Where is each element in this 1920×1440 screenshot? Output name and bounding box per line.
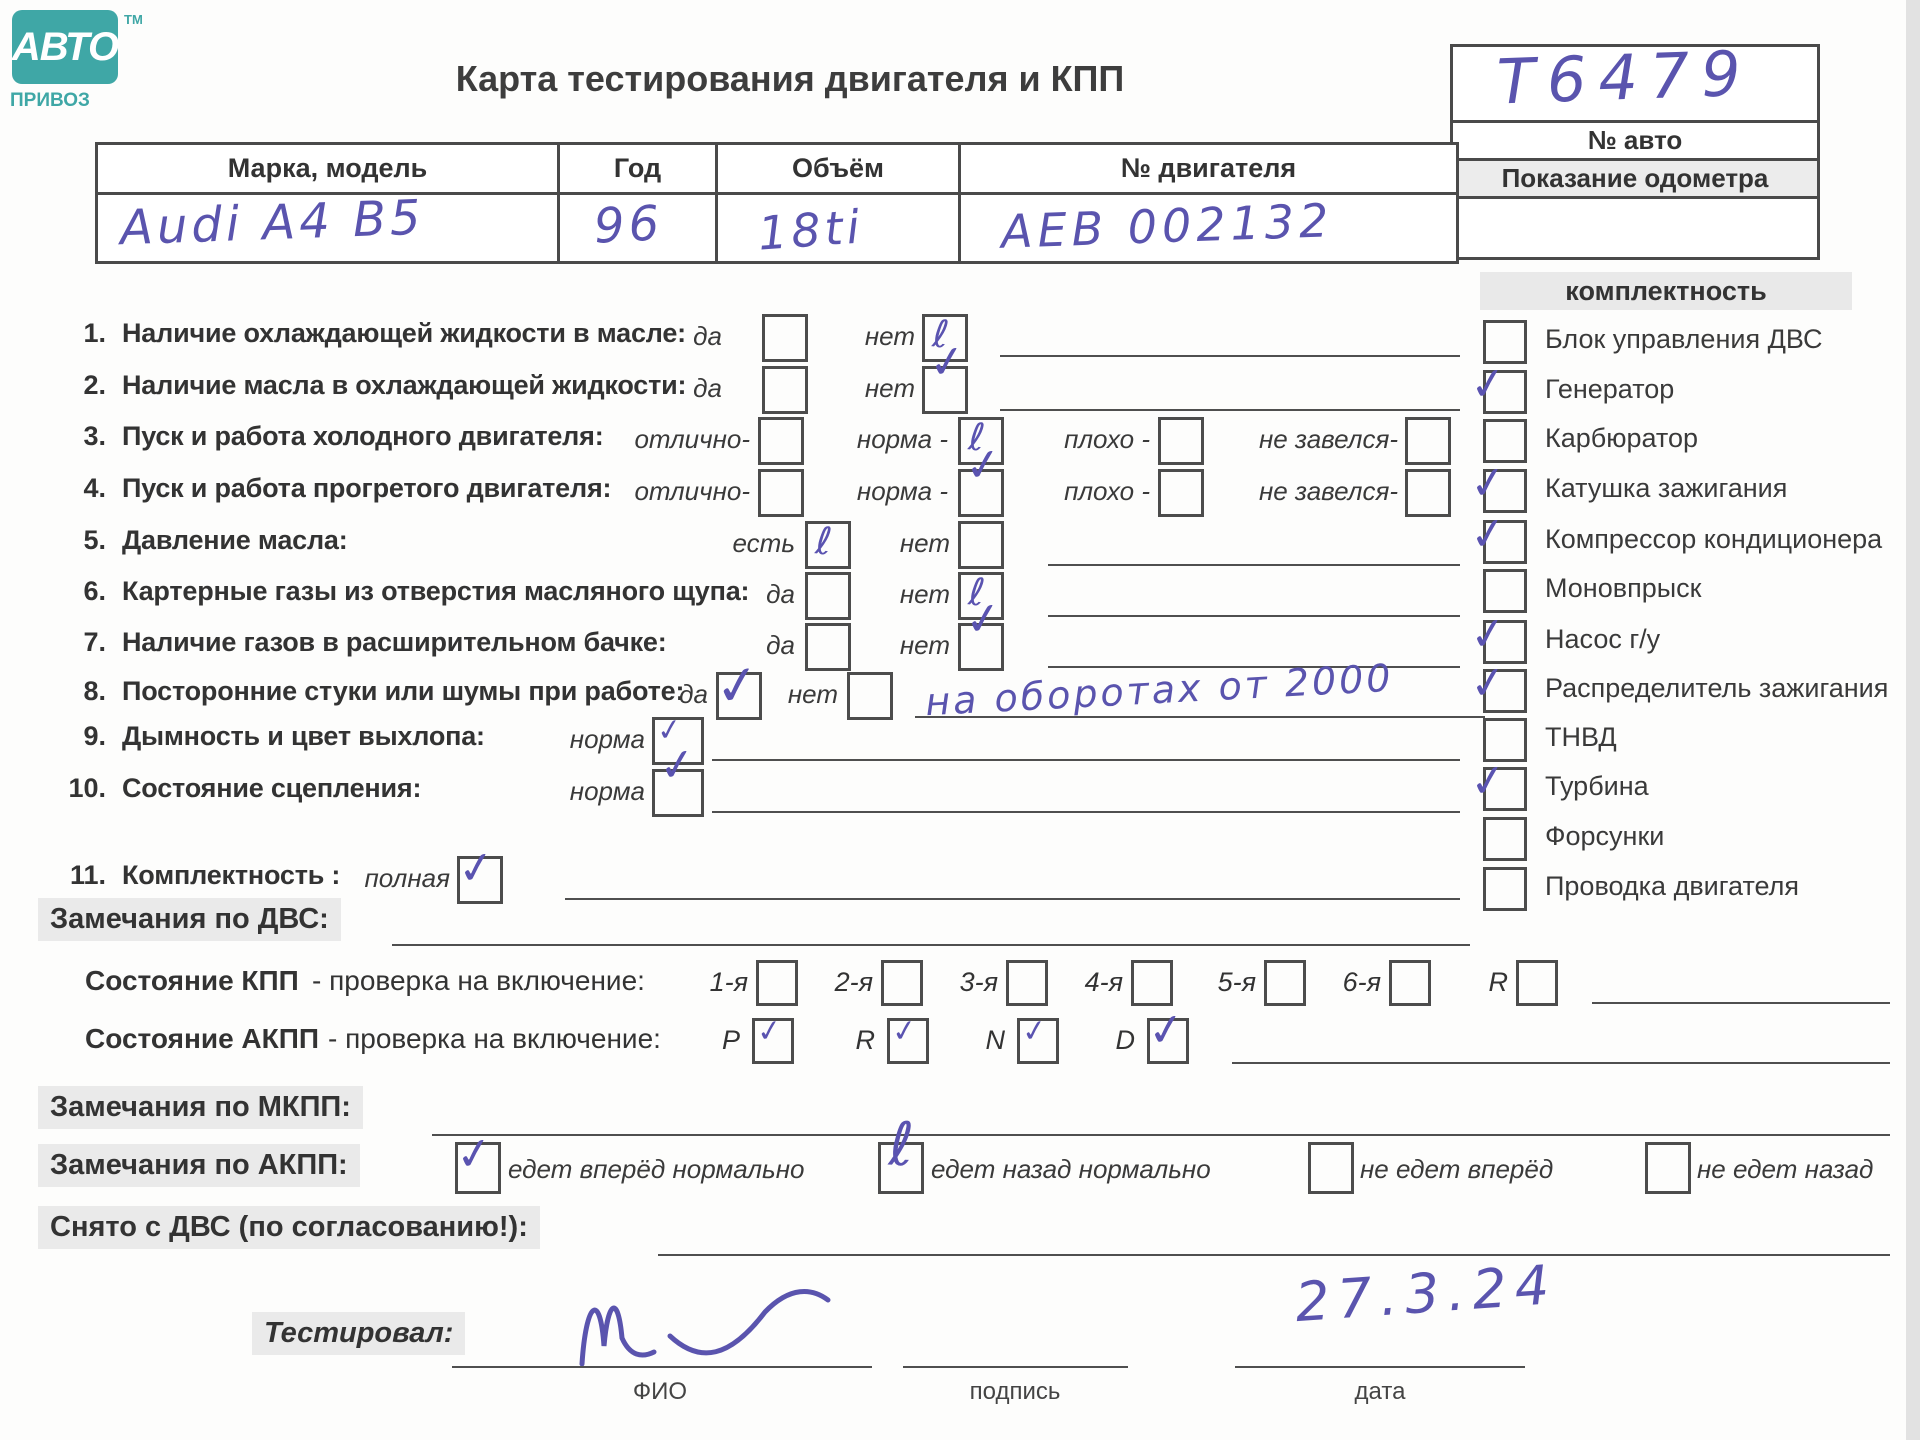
col-header-make: Марка, модель xyxy=(98,145,560,195)
page-title: Карта тестирования двигателя и КПП xyxy=(455,58,1125,99)
item-number: 11. xyxy=(69,860,106,890)
car-number-value: Т6479 xyxy=(1495,36,1754,119)
gear-label-3: 3-я xyxy=(959,967,998,997)
cb-gear-3[interactable] xyxy=(1006,960,1048,1006)
cb-item7-net[interactable] xyxy=(958,623,1004,671)
item-number: 6. xyxy=(83,576,106,606)
cb-mono-injection[interactable] xyxy=(1483,569,1527,613)
item-label: Давление масла: xyxy=(122,525,348,555)
cb-item5-net[interactable] xyxy=(958,521,1004,569)
item2-note-line[interactable] xyxy=(1000,409,1460,411)
mode-label-r: R xyxy=(855,1025,875,1055)
odometer-label: Показание одометра xyxy=(1453,161,1817,199)
cell-year[interactable]: 96 xyxy=(560,195,718,261)
akpp-label-bold: Состояние АКПП xyxy=(85,1023,319,1054)
cb-item4-ne-zavelsya[interactable] xyxy=(1405,469,1451,517)
equipment-row: ТНВД xyxy=(1483,718,1920,760)
cb-injectors[interactable] xyxy=(1483,817,1527,861)
cb-gear-r[interactable] xyxy=(1516,960,1558,1006)
cb-ignition-distributor[interactable] xyxy=(1483,669,1527,713)
col-header-engine-no: № двигателя xyxy=(961,145,1456,195)
item-number: 9. xyxy=(83,721,106,751)
item11-note-line[interactable] xyxy=(565,898,1460,900)
date-value: 27.3.24 xyxy=(1293,1252,1560,1335)
removed-line[interactable] xyxy=(658,1254,1890,1256)
label-drives-forward-ok: едет вперёд нормально xyxy=(508,1154,805,1184)
signature-label: подпись xyxy=(969,1378,1061,1405)
logo-tm: ТМ xyxy=(124,12,143,27)
option-label-est: есть xyxy=(732,528,795,558)
cb-mode-p[interactable] xyxy=(752,1018,794,1064)
item10-note-line[interactable] xyxy=(712,811,1460,813)
option-label-polnaya: полная xyxy=(364,863,450,893)
cb-ignition-coil[interactable] xyxy=(1483,469,1527,513)
item-number: 2. xyxy=(83,370,106,400)
fio-line[interactable] xyxy=(452,1366,872,1368)
cb-item11-polnaya[interactable] xyxy=(457,856,503,904)
item-label: Наличие масла в охлаждающей жидкости: xyxy=(122,370,687,400)
akpp-remarks-label: Замечания по АКПП: xyxy=(38,1144,360,1187)
equipment-row: ✓ Генератор xyxy=(1483,370,1920,412)
car-number-box xyxy=(1450,36,1820,260)
equipment-row: ✓ Компрессор кондиционера xyxy=(1483,520,1920,562)
option-label-da: да xyxy=(693,373,722,403)
equipment-row: ✓ Турбина xyxy=(1483,767,1920,809)
gear-label-r: R xyxy=(1488,967,1508,997)
kpp-label-rest: - проверка на включение: xyxy=(312,965,645,996)
signature-line[interactable] xyxy=(903,1366,1128,1368)
cb-item5-est[interactable] xyxy=(805,521,851,569)
fio-label: ФИО xyxy=(632,1378,688,1405)
logo-word-top: АВТО xyxy=(11,24,119,69)
option-label-net: нет xyxy=(899,630,950,660)
item-number: 8. xyxy=(83,676,106,706)
cb-gear-2[interactable] xyxy=(881,960,923,1006)
cb-gear-5[interactable] xyxy=(1264,960,1306,1006)
equipment-header: комплектность xyxy=(1480,272,1852,310)
option-label-plokho: плохо - xyxy=(1064,424,1150,454)
cb-item4-otlichno[interactable] xyxy=(758,469,804,517)
option-label-ne-zavelsya: не завелся- xyxy=(1258,424,1398,454)
option-label-ne-zavelsya: не завелся- xyxy=(1258,476,1398,506)
item-number: 5. xyxy=(83,525,106,555)
option-label-net: нет xyxy=(899,528,950,558)
option-label-da: да xyxy=(679,679,708,709)
logo-word-bottom: ПРИВОЗ xyxy=(10,90,90,111)
cb-item2-da[interactable] xyxy=(762,366,808,414)
option-label-otlichno: отлично- xyxy=(634,476,750,506)
label-no-forward: не едет вперёд xyxy=(1360,1154,1554,1184)
label-drives-backward-ok: едет назад нормально xyxy=(931,1154,1211,1184)
removed-from-engine-label: Снято с ДВС (по согласованию!): xyxy=(38,1206,540,1249)
kpp-row xyxy=(0,960,1920,1006)
dvs-remarks-label: Замечания по ДВС: xyxy=(38,898,341,941)
item-number: 7. xyxy=(83,627,106,657)
tested-by-label: Тестировал: xyxy=(252,1312,465,1355)
item-number: 1. xyxy=(83,318,106,348)
option-label-da: да xyxy=(766,630,795,660)
cb-item10-norma[interactable] xyxy=(652,769,704,817)
item6-note-line[interactable] xyxy=(1048,615,1460,617)
option-label-net: нет xyxy=(787,679,838,709)
item8-note-value: на оборотах от 2000 xyxy=(924,655,1395,725)
equipment-row: ✓ Катушка зажигания xyxy=(1483,469,1920,511)
item-label: Картерные газы из отверстия масляного щупа: xyxy=(122,576,750,606)
equipment-row: Форсунки xyxy=(1483,817,1920,859)
cb-item3-plokho[interactable] xyxy=(1158,417,1204,465)
cb-item3-ne-zavelsya[interactable] xyxy=(1405,417,1451,465)
item-label: Пуск и работа холодного двигателя: xyxy=(122,421,604,451)
car-number-cell[interactable] xyxy=(1453,36,1817,123)
cb-mode-d[interactable] xyxy=(1147,1018,1189,1064)
item-label: Наличие охлаждающей жидкости в масле: xyxy=(122,318,686,348)
cb-ac-compressor[interactable] xyxy=(1483,520,1527,564)
equipment-row: Карбюратор xyxy=(1483,419,1920,461)
cb-item6-da[interactable] xyxy=(805,572,851,620)
cell-engine-no[interactable]: AEB 002132 xyxy=(1000,193,1335,259)
option-label-da: да xyxy=(766,579,795,609)
cb-gear-6[interactable] xyxy=(1389,960,1431,1006)
vehicle-table-header-row xyxy=(98,145,1456,195)
dvs-remarks-line[interactable] xyxy=(392,944,1470,946)
akpp-note-line[interactable] xyxy=(1232,1062,1890,1064)
item1-note-line[interactable] xyxy=(1000,355,1460,357)
cb-item7-da[interactable] xyxy=(805,623,851,671)
cb-turbine[interactable] xyxy=(1483,767,1527,811)
cb-item4-norma[interactable] xyxy=(958,469,1004,517)
option-label-net: нет xyxy=(864,373,915,403)
cb-carburetor[interactable] xyxy=(1483,419,1527,463)
akpp-row xyxy=(0,1018,1920,1064)
kpp-note-line[interactable] xyxy=(1592,1002,1890,1004)
option-label-plokho: плохо - xyxy=(1064,476,1150,506)
cell-volume[interactable]: 18ti xyxy=(718,195,961,261)
cell-make[interactable]: Audi A4 B5 xyxy=(98,195,560,261)
mode-label-p: P xyxy=(721,1025,740,1055)
item-label: Посторонние стуки или шумы при работе: xyxy=(122,676,685,706)
mkpp-remarks-line[interactable] xyxy=(432,1134,1890,1136)
item5-note-line[interactable] xyxy=(1048,564,1460,566)
item-label: Пуск и работа прогретого двигателя: xyxy=(122,473,612,503)
option-label-norma: норма xyxy=(569,776,645,806)
option-label-norma: норма - xyxy=(856,424,948,454)
cb-gear-1[interactable] xyxy=(756,960,798,1006)
cb-gear-4[interactable] xyxy=(1131,960,1173,1006)
cb-no-forward[interactable] xyxy=(1308,1142,1354,1194)
mode-label-n: N xyxy=(985,1025,1005,1055)
option-label-norma: норма xyxy=(569,724,645,754)
gear-label-2: 2-я xyxy=(834,967,873,997)
equipment-row: ✓ Насос г/у xyxy=(1483,620,1920,662)
item9-note-line[interactable] xyxy=(712,759,1460,761)
akpp-label-rest: - проверка на включение: xyxy=(328,1023,661,1054)
option-label-norma: норма - xyxy=(856,476,948,506)
gear-label-5: 5-я xyxy=(1217,967,1256,997)
cb-item2-net[interactable] xyxy=(922,366,968,414)
item-label: Дымность и цвет выхлопа: xyxy=(122,721,485,751)
cb-mode-n[interactable] xyxy=(1017,1018,1059,1064)
vehicle-table xyxy=(95,142,1459,264)
cb-item1-da[interactable] xyxy=(762,314,808,362)
logo-icon xyxy=(12,10,118,84)
mkpp-remarks-label: Замечания по МКПП: xyxy=(38,1086,363,1129)
cb-mode-r[interactable] xyxy=(887,1018,929,1064)
cb-item8-da[interactable] xyxy=(716,672,762,720)
cb-generator[interactable] xyxy=(1483,370,1527,414)
vehicle-table-value-row xyxy=(98,189,1456,261)
cb-item3-otlichno[interactable] xyxy=(758,417,804,465)
equipment-row: Блок управления ДВС xyxy=(1483,320,1920,362)
equipment-row: ✓ Распределитель зажигания xyxy=(1483,669,1920,711)
car-number-label: № авто xyxy=(1453,123,1817,161)
label-no-backward: не едет назад xyxy=(1697,1154,1874,1184)
equipment-row: Моновпрыск xyxy=(1483,569,1920,611)
cb-item4-plokho[interactable] xyxy=(1158,469,1204,517)
item-number: 3. xyxy=(83,421,106,451)
col-header-volume: Объём xyxy=(718,145,961,195)
item-number: 10. xyxy=(68,773,106,803)
cb-no-backward[interactable] xyxy=(1645,1142,1691,1194)
akpp-remarks-row xyxy=(0,1142,1920,1188)
option-label-otlichno: отлично- xyxy=(634,424,750,454)
equipment-row: Проводка двигателя xyxy=(1483,867,1920,909)
kpp-label-bold: Состояние КПП xyxy=(85,965,299,996)
gear-label-1: 1-я xyxy=(709,967,748,997)
item-number: 4. xyxy=(83,473,106,503)
col-header-year: Год xyxy=(560,145,718,195)
cb-engine-wiring[interactable] xyxy=(1483,867,1527,911)
date-label: дата xyxy=(1354,1378,1406,1405)
date-line[interactable] xyxy=(1235,1366,1525,1368)
gear-label-4: 4-я xyxy=(1084,967,1123,997)
gear-label-6: 6-я xyxy=(1342,967,1381,997)
odometer-value-cell[interactable] xyxy=(1453,199,1817,257)
item-label: Состояние сцепления: xyxy=(122,773,422,803)
mode-label-d: D xyxy=(1115,1025,1135,1055)
item-label: Комплектность : xyxy=(122,860,341,890)
cb-engine-ecu[interactable] xyxy=(1483,320,1527,364)
cb-item8-net[interactable] xyxy=(847,672,893,720)
cb-drives-forward-ok[interactable] xyxy=(455,1142,501,1194)
cb-drives-backward-ok[interactable] xyxy=(878,1142,924,1194)
option-label-da: да xyxy=(693,321,722,351)
item-label: Наличие газов в расширительном бачке: xyxy=(122,627,667,657)
option-label-net: нет xyxy=(864,321,915,351)
option-label-net: нет xyxy=(899,579,950,609)
